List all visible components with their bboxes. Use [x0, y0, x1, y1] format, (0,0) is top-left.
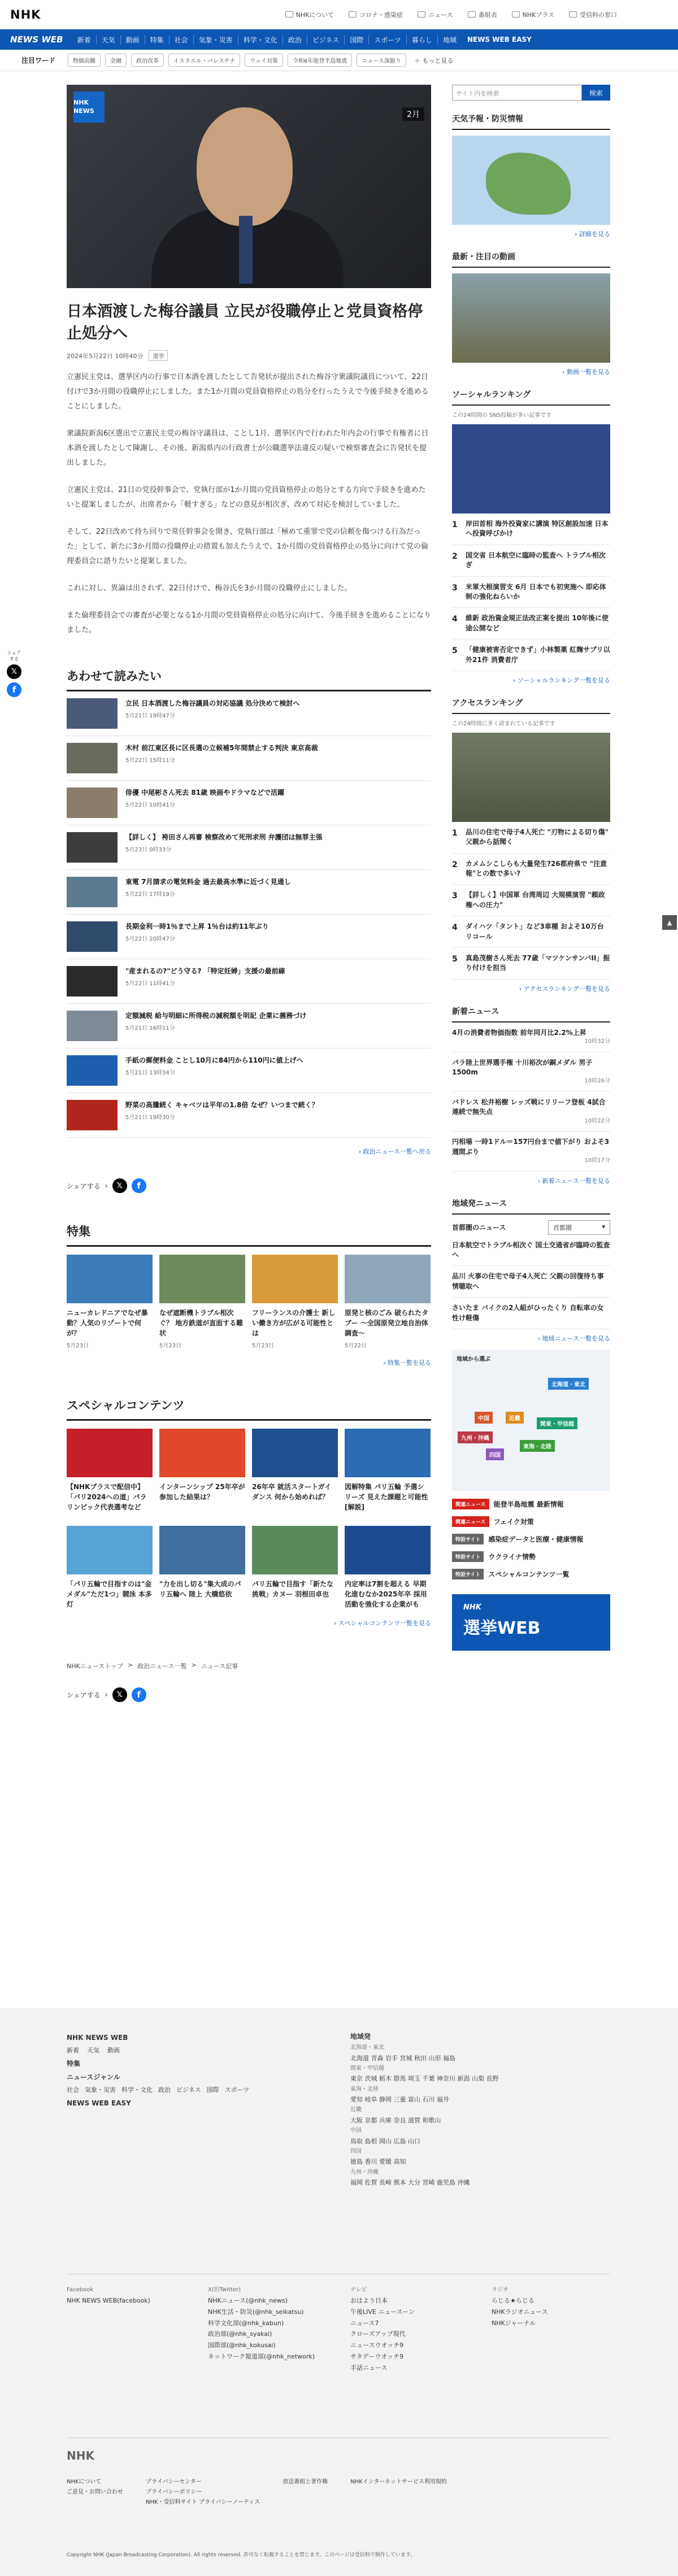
nhk-icon [285, 11, 293, 18]
related-item[interactable] [67, 1048, 431, 1093]
chevron-right-icon: › [105, 1182, 108, 1190]
article-paragraph: これに対し、異論は出されず、22日付けで、梅谷氏を3か月間の役職停止にしました。 [67, 584, 352, 593]
related-date: 5月21日 13時34分 [125, 1070, 175, 1077]
article-tag[interactable]: 選挙 [149, 350, 168, 361]
attention-chip[interactable]: 金融 [105, 54, 127, 67]
video-thumbnail[interactable] [452, 273, 610, 363]
hero-month-caption: 2月 [402, 107, 424, 121]
special-card[interactable] [252, 1429, 338, 1512]
attention-chip[interactable]: 物価高騰 [68, 54, 101, 67]
footer-link[interactable]: クローズアップ現代 [350, 2330, 406, 2338]
related-title: 野菜の高騰続く キャベツは平年の1.8倍 なぜ？いつまで続く？ [125, 1101, 319, 1109]
special-grid-row2 [67, 1526, 431, 1609]
ranking-item[interactable]: 4 ダイハツ「タント」など3車種 およそ10万台リコール [452, 916, 610, 948]
feature-date: 5月23日 [67, 1343, 89, 1350]
article-paragraph: 立憲民主党は、21日の党役幹事会で、党執行部が1か月間の党員資格停止の処分とする方向で手続きを進めたいと提案しましたが、出席者から「軽すぎる」などの意見が相次ぎ、改めて対応を検討していました。 [67, 486, 426, 510]
hero-tie [239, 216, 253, 284]
local-news-item[interactable]: 品川 火事の住宅で母子4人死亡 父親の回復待ち事情聴取へ [452, 1266, 610, 1298]
related-list [67, 691, 431, 1138]
related-thumbnail [67, 1011, 118, 1041]
news-web-brand[interactable]: NEWS WEB [10, 34, 63, 45]
related-title: 木村 前江東区長に区長選の立候補5年間禁止する判決 東京高裁 [125, 744, 318, 752]
related-thumbnail [67, 1055, 118, 1086]
related-title: "産まれるの?"どう守る? 「特定妊婦」支援の最前線 [125, 967, 285, 976]
attention-words [0, 50, 678, 71]
footer-link[interactable]: ネットワーク報道部(@nhk_network) [208, 2352, 315, 2360]
local-news-label: 首都圏のニュース [452, 1224, 506, 1232]
special-title: "力を出し切る"集大成のパリ五輪へ 陸上 大橋悠依 [159, 1580, 241, 1599]
related-title: 定額減税 給与明細に所得税の減税額を明記 企業に義務づけ [125, 1012, 307, 1020]
related-title: 東電 7月請求の電気料金 過去最高水準に近づく見通し [125, 878, 291, 886]
latest-news-item[interactable]: 円相場 一時1ドル＝157円台まで値下がり およそ3週間ぶり 10時17分 [452, 1132, 610, 1171]
latest-news-item[interactable]: バドレス 松井裕樹 レッズ戦にリリーフ登板 4試合連続で無失点 10時22分 [452, 1092, 610, 1132]
header-links [285, 10, 617, 19]
facebook-share-icon[interactable]: f [7, 682, 21, 697]
feature-title: フリーランスの介護士 新しい働き方が広がる可能性とは [252, 1309, 336, 1338]
facebook-share-icon[interactable]: f [132, 1178, 146, 1193]
footer-link[interactable]: 午後LIVE ニュースーン [350, 2308, 415, 2316]
footer-link[interactable]: ニュースウオッチ9 [350, 2342, 404, 2349]
share-row-bottom [67, 1687, 431, 1702]
related-heading: あわせて読みたい [67, 667, 431, 691]
footer-region-list[interactable]: 東京 茨城 栃木 群馬 埼玉 千葉 神奈川 新潟 山梨 長野 [350, 2075, 499, 2083]
region-chugoku[interactable]: 中国 [475, 1412, 493, 1424]
region-kyushu[interactable]: 九州・沖縄 [458, 1431, 493, 1443]
play-icon [512, 11, 520, 18]
region-map [452, 1350, 610, 1491]
region-kinki[interactable]: 近畿 [506, 1412, 524, 1424]
copyright: Copyright NHK (Japan Broadcasting Corporation). All rights reserved. 許可なく転載することを禁じます。このページは受信料で制作しています。 [67, 2552, 416, 2558]
hero-face [197, 107, 293, 226]
feature-card[interactable] [252, 1255, 338, 1349]
breadcrumb-item[interactable]: NHKニューストップ [67, 1663, 123, 1670]
feature-date: 5月22日 [345, 1343, 367, 1350]
related-thumbnail [67, 1100, 118, 1130]
feature-card[interactable] [67, 1255, 153, 1349]
attention-chip[interactable]: 政治改革 [131, 54, 164, 67]
footer-link[interactable]: プライバシーセンター [146, 2479, 202, 2485]
senkyo-web-banner[interactable]: NHK 選挙WEB [452, 1594, 610, 1651]
topic-links [452, 1499, 610, 1579]
footer-link[interactable]: 特集 [67, 2060, 81, 2068]
special-title: パリ五輪で目指す「新たな挑戦」カヌー 羽根田卓也 [252, 1580, 334, 1599]
breadcrumb-item[interactable]: 政治ニュース一覧 [137, 1663, 187, 1670]
footer-link[interactable]: プライバシーポリシー [146, 2489, 202, 2495]
footer-regions: 地域発 北海道・東北 北海道 青森 岩手 宮城 秋田 山形 福島 関東・甲信越 東京 茨城 栃木 群馬 埼玉 千葉 神奈川 新潟 山梨 長野 東海・北陸 愛知 岐阜 静岡 三重 富山 石川 福井 近畿 大阪 京都 兵庫 奈良 滋賀 和歌山 中国 鳥取 島根 岡山 広島 山口 四国 徳島 香川 愛媛 高知 九州・沖縄 福岡 佐賀 長崎 熊本 大分 宮崎 鹿児島 沖縄 [350, 2031, 610, 2188]
header-link-fee[interactable]: 受信料の窓口 [569, 10, 617, 19]
footer-link[interactable]: NHKインターネットサービス利用規約 [350, 2479, 447, 2485]
article-meta [67, 350, 431, 361]
footer-link[interactable]: 科学・文化 [121, 2086, 153, 2094]
special-thumbnail [345, 1429, 431, 1477]
region-map-title: 地域から選ぶ [457, 1356, 490, 1363]
x-share-icon[interactable]: 𝕏 [7, 664, 21, 679]
related-date: 5月22日 20時47分 [125, 936, 175, 943]
ranking-item[interactable]: 5 真島茂樹さん死去 77歳「マツケンサンバII」振り付けを担当 [452, 948, 610, 980]
weather-map[interactable] [452, 136, 610, 225]
footer-link[interactable]: サタデーウオッチ9 [350, 2352, 404, 2360]
ranking-item[interactable]: 2 国交省 日本航空に臨時の監査へ トラブル相次ぎ [452, 545, 610, 577]
footer-tv: テレビ おはよう日本 午後LIVE ニュースーン ニュース7 クローズアップ現代 ニュースウオッチ9 サタデーウオッチ9 手話ニュース [350, 2285, 463, 2374]
related-thumbnail [67, 787, 118, 818]
attention-more-link[interactable]: ＋ もっと見る [414, 56, 454, 64]
share-row [67, 1178, 431, 1193]
related-item[interactable] [67, 870, 431, 915]
feature-date: 5月23日 [159, 1343, 182, 1350]
feature-title: なぜ遮断機トラブル相次ぐ？ 地方鉄道が直面する難状 [159, 1309, 244, 1338]
footer-policy-links [67, 2477, 610, 2508]
footer-link[interactable]: NHKニュース(@nhk_news) [208, 2297, 288, 2304]
document-icon [569, 11, 577, 18]
related-thumbnail [67, 698, 118, 729]
related-date: 5月22日 17時19分 [125, 891, 175, 898]
footer-genre-row [67, 2084, 321, 2096]
footer-link[interactable]: ビジネス [176, 2086, 201, 2094]
topic-link[interactable]: 特設サイト ウクライナ情勢 [452, 1551, 610, 1562]
topic-link[interactable]: 特設サイト 感染症データと医療・健康情報 [452, 1534, 610, 1544]
local-news-more-link[interactable]: › 地域ニュース一覧を見る [537, 1334, 610, 1342]
topic-link[interactable]: 関連ニュース フェイク対策 [452, 1516, 610, 1527]
footer-link[interactable]: 新着 [67, 2047, 79, 2054]
latest-news-item[interactable]: 4月の消費者物価指数 前年同月比2.2%上昇 10時32分 [452, 1022, 610, 1052]
article-paragraph: また倫理委員会での審査が必要となる1か月間の党員資格停止の処分に向けて、今後手続きを進めることになりました。 [67, 611, 432, 635]
related-item[interactable] [67, 915, 431, 959]
special-title: 内定率は7割を超える 早期化進むなか2025年卒 採用活動を強化する企業がも [345, 1580, 427, 1609]
footer-region-heading: 地域発 [350, 2033, 371, 2040]
social-ranking-heading: ソーシャルランキング [452, 389, 610, 406]
social-ranking-meta: この24時間の SNS投稿が多い記事です [452, 412, 552, 419]
special-thumbnail [67, 1429, 153, 1477]
footer-link[interactable]: ニュース7 [350, 2319, 379, 2327]
footer-link[interactable]: 科学文化部(@nhk_kabun) [208, 2319, 284, 2327]
related-thumbnail [67, 966, 118, 997]
footer-link[interactable]: スポーツ [224, 2086, 250, 2094]
feature-thumbnail [252, 1255, 338, 1303]
map-land [486, 153, 571, 215]
footer-radio: ラジオ らじる★らじる NHKラジオニュース NHKジャーナル [492, 2285, 605, 2329]
related-date: 5月22日 11時41分 [125, 981, 175, 987]
nav-disaster[interactable]: 気象・災害 [193, 35, 238, 45]
video-heading: 最新・注目の動画 [452, 251, 610, 268]
footer-link[interactable]: 気象・災害 [85, 2086, 116, 2094]
region-tokai[interactable]: 東海・北陸 [520, 1440, 555, 1452]
related-title: 長期金利一時1％まで上昇 1％台は約11年ぶり [125, 923, 269, 931]
topic-link[interactable]: 関連ニュース 能登半島地震 最新情報 [452, 1499, 610, 1509]
x-share-icon[interactable]: 𝕏 [112, 1687, 127, 1702]
feature-thumbnail [159, 1255, 245, 1303]
related-date: 5月21日 19時30分 [125, 1115, 175, 1121]
top-bar [0, 0, 678, 29]
social-ranking-more-link[interactable]: › ソーシャルランキング一覧を見る [512, 676, 610, 684]
ranking-item[interactable]: 3 【詳しく】中国軍 台湾周辺 大規模演習 "頼政権への圧力" [452, 885, 610, 916]
attention-chip[interactable]: イスラエル・パレスチナ [168, 54, 240, 67]
article-paragraph: 衆議院新潟6区選出で立憲民主党の梅谷守議員は、ことし1月、選挙区内で行われた年内会の行事で有権者に日本酒を渡したとして陳謝し、その後、新潟県内の行政書士が公職選挙法違反の疑いで検察審査会に告発状を提出しました。 [67, 429, 429, 468]
ranking-item[interactable]: 2 カメムシこしらも大量発生?26都府県で "注意報"との数で多い? [452, 854, 610, 885]
related-date: 5月22日 15時11分 [125, 758, 175, 764]
related-date: 5月21日 16時11分 [125, 1025, 175, 1032]
related-item[interactable] [67, 691, 431, 736]
related-date: 5月22日 10時41分 [125, 802, 175, 809]
footer-region-list[interactable]: 鳥取 島根 岡山 広島 山口 [350, 2137, 420, 2145]
ranking-item[interactable]: 4 維新 政治資金規正法改正案を提出 10年後に使途公開など [452, 608, 610, 639]
special-thumbnail [345, 1526, 431, 1574]
header-link-program[interactable]: 番組表 [468, 10, 497, 19]
footer-region-list[interactable]: 愛知 岐阜 静岡 三重 富山 石川 福井 [350, 2096, 449, 2103]
local-news-heading: 地域発ニュース [452, 1198, 610, 1215]
special-card[interactable] [67, 1429, 153, 1512]
attention-chip[interactable]: ニュース深掘り [357, 54, 406, 67]
footer-link[interactable]: 国際部(@nhk_kokusai) [208, 2342, 276, 2349]
special-card[interactable] [159, 1526, 245, 1609]
facebook-share-icon[interactable]: f [132, 1687, 146, 1702]
local-news-item[interactable]: さいたま バイクの2人組がひったくり 自転車の女性け軽傷 [452, 1298, 610, 1329]
header-link-corona[interactable]: コロナ・感染症 [349, 10, 403, 19]
ranking-item[interactable]: 3 米軍大根演習支 6月 日本でも初実施へ 即応体制の強化ねらいか [452, 577, 610, 608]
footer-nav-row [67, 2044, 321, 2057]
footer-link[interactable]: NHKラジオニュース [492, 2308, 548, 2316]
nav-easy[interactable]: NEWS WEB EASY [467, 36, 532, 43]
nav-weather[interactable]: 天気 [96, 35, 120, 45]
region-select[interactable]: 首都圏 ▾ [548, 1220, 610, 1235]
chevron-down-icon: ▾ [602, 1222, 605, 1230]
related-thumbnail [67, 832, 118, 863]
region-kanto[interactable]: 関東・甲信越 [537, 1417, 577, 1429]
nav-business[interactable]: ビジネス [307, 35, 345, 45]
nav-video[interactable]: 動画 [120, 35, 145, 45]
feature-thumbnail [67, 1255, 153, 1303]
article-hero-image [67, 85, 431, 288]
site-search [452, 85, 610, 101]
features-heading: 特集 [67, 1222, 431, 1247]
related-title: 手紙の郵便料金 ことし10月に84円から110円に値上げへ [125, 1056, 303, 1065]
related-title: 俳優 中尾彬さん死去 81歳 映画やドラマなどで活躍 [125, 789, 284, 797]
header-link-plus[interactable]: NHKプラス [512, 10, 554, 19]
special-card[interactable] [67, 1526, 153, 1609]
share-label: シェアする [67, 1691, 101, 1699]
footer-link[interactable]: らじる★らじる [492, 2297, 534, 2304]
related-thumbnail [67, 921, 118, 952]
footer-link[interactable]: 天気 [87, 2047, 99, 2054]
social-ranking-thumbnail[interactable] [452, 424, 610, 514]
weather-heading: 天気予報・防災情報 [452, 113, 610, 130]
header-link-news[interactable]: ニュース [418, 10, 453, 19]
article-column [67, 85, 431, 1702]
feature-thumbnail [345, 1255, 431, 1303]
related-item[interactable] [67, 1004, 431, 1048]
feature-title: 原発と核のごみ 破られたタブー ～全国原発立地自治体調査～ [345, 1309, 429, 1338]
footer-region-list[interactable]: 大阪 京都 兵庫 奈良 滋賀 和歌山 [350, 2116, 441, 2124]
article-lead: 立憲民主党は、選挙区内の行事で日本酒を渡したとして告発状が提出された梅谷守衆議院議員について、22日付けで3か月間の役職停止にしました。また1か月間の党員資格停止の処分を行ったうえで今後手続きを進めることにしました。 [67, 373, 429, 411]
special-title: 図解特集 パリ五輪 予選シリーズ 見えた課題と可能性 [解説] [345, 1483, 428, 1512]
region-shikoku[interactable]: 四国 [486, 1448, 504, 1460]
footer-link[interactable]: NHK NEWS WEB(facebook) [67, 2297, 150, 2304]
special-thumbnail [67, 1526, 153, 1574]
footer-link[interactable]: 国際 [206, 2086, 219, 2094]
nav-society[interactable]: 社会 [169, 35, 193, 45]
special-grid-row1 [67, 1429, 431, 1512]
special-card[interactable] [345, 1526, 431, 1609]
nav-international[interactable]: 国際 [344, 35, 368, 45]
footer-brand[interactable]: NHK NEWS WEB [67, 2034, 128, 2042]
special-heading: スペシャルコンテンツ [67, 1396, 431, 1421]
article-body [67, 427, 431, 638]
special-card[interactable] [159, 1429, 245, 1512]
floating-share [6, 650, 23, 697]
footer-nhk-logo[interactable]: NHK [67, 2449, 94, 2462]
search-button[interactable]: 検索 [582, 85, 610, 101]
special-thumbnail [252, 1526, 338, 1574]
video-more-link[interactable]: › 動画一覧を見る [562, 368, 610, 376]
special-more-link[interactable]: › スペシャルコンテンツ一覧を見る [333, 1620, 431, 1628]
features-grid [67, 1255, 431, 1349]
topic-link[interactable]: 特設サイト スペシャルコンテンツ一覧 [452, 1569, 610, 1579]
special-title: インターンシップ 25年卒が参加した結果は？ [159, 1483, 245, 1502]
footer-link[interactable]: 社会 [67, 2086, 79, 2094]
footer-link[interactable]: NHKジャーナル [492, 2319, 536, 2327]
footer-link[interactable]: 手話ニュース [350, 2364, 388, 2372]
footer-link[interactable]: NEWS WEB EASY [67, 2099, 131, 2107]
footer-link[interactable]: NHK・受信料サイト プライバシーノーティス [146, 2499, 260, 2505]
nav-feature[interactable]: 特集 [145, 35, 169, 45]
footer-genre-heading: ニュースジャンル [67, 2073, 120, 2081]
related-title: 【詳しく】 袴田さん再審 検察改めて死刑求刑 弁護団は無罪主張 [125, 833, 323, 842]
ranking-item[interactable]: 1 品川の住宅で母子4人死亡 "刃物による切り傷" 父親から話聞く [452, 822, 610, 854]
latest-news-item[interactable]: パラ陸上世界選手権 十川裕次が銅メダル 男子1500m 10時26分 [452, 1052, 610, 1092]
breadcrumb-item: ニュース記事 [201, 1663, 238, 1670]
x-share-icon[interactable]: 𝕏 [112, 1178, 127, 1193]
tv-icon [468, 11, 476, 18]
access-ranking-more-link[interactable]: › アクセスランキング一覧を見る [519, 985, 610, 993]
nhk-logo[interactable]: NHK [10, 7, 41, 21]
special-thumbnail [159, 1429, 245, 1477]
related-thumbnail [67, 743, 118, 773]
header-link-about[interactable]: NHKについて [285, 10, 334, 19]
footer-facebook: Facebook NHK NEWS WEB(facebook) [67, 2287, 150, 2304]
article-date: 2024年5月22日 10時40分 [67, 352, 144, 360]
footer-link[interactable]: おはよう日本 [350, 2297, 388, 2304]
footer-region-list[interactable]: 徳島 香川 愛媛 高知 [350, 2158, 406, 2166]
special-thumbnail [252, 1429, 338, 1477]
related-item[interactable] [67, 1093, 431, 1138]
feature-date: 5月23日 [252, 1343, 275, 1350]
footer-link[interactable]: 放送番組と著作権 [282, 2479, 328, 2485]
footer-region-list[interactable]: 福岡 佐賀 長崎 熊本 大分 宮崎 鹿児島 沖縄 [350, 2179, 470, 2186]
region-hokkaido-tohoku[interactable]: 北海道・東北 [548, 1378, 589, 1390]
main-nav [0, 29, 678, 50]
nav-new[interactable]: 新着 [77, 36, 91, 44]
local-news-item[interactable]: 日本航空でトラブル相次ぐ 国土交通省が臨時の監査へ [452, 1235, 610, 1267]
footer-link[interactable]: NHKについて [67, 2479, 102, 2485]
related-date: 5月21日 19時47分 [125, 713, 175, 720]
news-icon [418, 11, 425, 18]
chevron-right-icon: › [105, 1691, 108, 1699]
footer-link[interactable]: NHK生活・防災(@nhk_seikatsu) [208, 2308, 304, 2316]
feature-title: ニューカレドニアでなぜ暴動？人気のリゾートで何が？ [67, 1309, 148, 1338]
latest-news-heading: 新着ニュース [452, 1006, 610, 1022]
footer-region-list[interactable]: 北海道 青森 岩手 宮城 秋田 山形 福島 [350, 2054, 455, 2062]
share-label: シェアする [67, 1182, 101, 1190]
latest-news-more-link[interactable]: › 新着ニュース一覧を見る [537, 1177, 610, 1185]
info-icon [349, 11, 357, 18]
footer-link[interactable]: 政治 [158, 2086, 171, 2094]
footer-link[interactable]: 動画 [107, 2047, 120, 2054]
page-top-button[interactable]: ▲ [662, 915, 677, 930]
attention-chip[interactable]: ウェイ対策 [245, 54, 283, 67]
attention-chip[interactable]: 令和6年能登半島地震 [288, 54, 352, 67]
related-item[interactable] [67, 736, 431, 781]
special-title: 26年卒 就活スタートガイダンス 何から始めれば？ [252, 1483, 332, 1502]
special-title: 「パリ五輪で目指すのは"金メダル"ただ1つ」競泳 本多灯 [67, 1580, 152, 1609]
special-title: 【NHKプラスで配信中】「パリ2024への道」パラリンピック代表選考など [67, 1483, 147, 1512]
access-ranking-meta: この24時間に多く読まれている記事です [452, 720, 555, 727]
special-card[interactable] [252, 1526, 338, 1609]
sidebar [452, 85, 610, 1651]
features-more-link[interactable]: › 特集一覧を見る [383, 1359, 431, 1367]
footer-link[interactable]: ご意見・お問い合わせ [67, 2489, 123, 2495]
politics-list-link[interactable]: › 政治ニュース一覧へ戻る [358, 1148, 431, 1156]
feature-card[interactable] [345, 1255, 431, 1349]
related-item[interactable] [67, 781, 431, 825]
nav-politics[interactable]: 政治 [282, 35, 307, 45]
nhk-news-badge: NHK NEWS [73, 92, 105, 123]
weather-more-link[interactable]: › 詳細を見る [575, 230, 610, 238]
ranking-item[interactable]: 1 岸田首相 海外投資家に講演 特区創設加速 日本へ投資呼びかけ [452, 514, 610, 545]
feature-card[interactable] [159, 1255, 245, 1349]
related-title: 立民 日本酒渡した梅谷議員の対応協議 処分決めて検討へ [125, 699, 300, 708]
local-news-select-row [452, 1220, 610, 1235]
access-ranking-heading: アクセスランキング [452, 697, 610, 714]
nav-science[interactable]: 科学・文化 [238, 35, 282, 45]
ranking-item[interactable]: 5 「健康被害否定できず」小林製薬 紅麹サプリ以外21件 消費者庁 [452, 639, 610, 671]
attention-label: 注目ワード [21, 56, 56, 64]
footer [0, 2008, 678, 2576]
floating-share-label: シェアする [7, 650, 21, 662]
footer-nav [67, 2031, 321, 2110]
related-thumbnail [67, 877, 118, 907]
breadcrumb: NHKニューストップ > 政治ニュース一覧 > ニュース記事 [67, 1661, 238, 1670]
footer-link[interactable]: 政治部(@nhk_syakai) [208, 2330, 272, 2338]
footer-x: X(旧Twitter) NHKニュース(@nhk_news) NHK生活・防災(@nhk_seikatsu) 科学文化部(@nhk_kabun) 政治部(@nhk_syakai) 国際部(@nhk_kokusai) ネットワーク報道部(@nhk_network) [208, 2285, 332, 2362]
article-paragraph: そして、22日改めて持ち回りで常任幹事会を開き、党執行部は「極めて重罪で党の信頼を傷つける行為だった」として、新たに3か月間の役職停止の措置も加えたうえで、1か月間の党員資格停止の処分に向けて党の倫理委員会に諮りたいと提案しました。 [67, 528, 429, 566]
special-card[interactable] [345, 1429, 431, 1512]
special-thumbnail [159, 1526, 245, 1574]
related-date: 5月23日 0時33分 [125, 847, 172, 854]
related-item[interactable] [67, 825, 431, 870]
search-input[interactable]: サイト内を検索 [452, 85, 582, 101]
related-item[interactable] [67, 959, 431, 1004]
nav-region[interactable]: 地域 [437, 35, 462, 45]
nav-life[interactable]: 暮らし [406, 35, 437, 45]
article-title: 日本酒渡した梅谷議員 立民が役職停止と党員資格停止処分へ [67, 303, 423, 343]
nav-sports[interactable]: スポーツ [368, 35, 406, 45]
access-ranking-thumbnail[interactable] [452, 733, 610, 822]
